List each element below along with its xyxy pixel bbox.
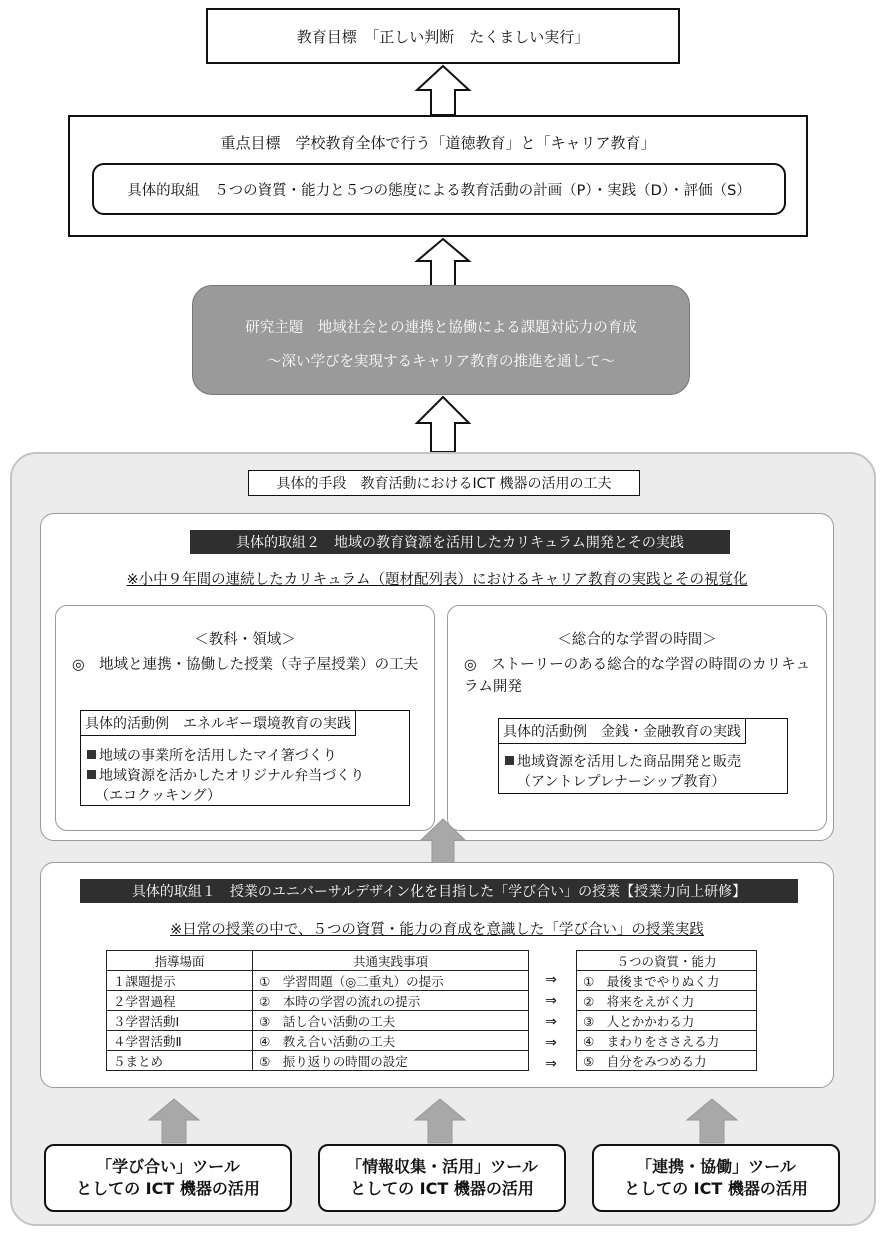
table-header-row	[577, 951, 757, 971]
list-item-text: 地域の事業所を活用したマイ箸づくり	[99, 748, 337, 764]
table-row	[577, 1031, 757, 1051]
concrete-means-text: 具体的手段 教育活動におけるICT 機器の活用の工夫	[276, 476, 612, 492]
tool-box-line1: 「情報収集・活用」ツール	[346, 1157, 538, 1176]
tool-box-collaboration	[592, 1144, 840, 1212]
scene-cell: ５まとめ	[107, 1051, 253, 1071]
table-header-scene: 指導場面	[107, 951, 253, 971]
right-arrow-icon: ⇒	[545, 1056, 557, 1072]
list-item-text: 地域資源を活かしたオリジナル弁当づくり	[99, 768, 365, 784]
tool-box-line2: としての ICT 機器の活用	[624, 1179, 808, 1198]
research-theme-box	[192, 285, 690, 395]
integrated-example-box	[498, 718, 788, 794]
list-item	[87, 745, 337, 765]
scene-cell: ２学習過程	[107, 991, 253, 1011]
subject-area-description: ◎ 地域と連携・協働した授業（寺子屋授業）の工夫	[72, 657, 419, 673]
integrated-study-heading: ＜総合的な学習の時間＞	[557, 632, 717, 648]
abilities-table	[576, 950, 757, 1071]
research-theme-subtitle: ～深い学びを実現するキャリア教育の推進を通して～	[267, 354, 615, 370]
right-arrow-icon: ⇒	[545, 993, 557, 1009]
up-arrow-gray-2	[148, 1098, 200, 1144]
practice-title	[80, 879, 798, 903]
scene-cell: ３学習活動Ⅰ	[107, 1011, 253, 1031]
list-item-sub: （エコクッキング）	[95, 788, 221, 804]
integrated-example-heading: 具体的活動例 金銭・金融教育の実践	[499, 719, 746, 744]
ability-cell: ④ まわりをささえる力	[577, 1031, 757, 1051]
common-cell: ④ 教え合い活動の工夫	[253, 1031, 529, 1051]
common-cell: ② 本時の学習の流れの提示	[253, 991, 529, 1011]
right-arrow-icon: ⇒	[545, 1014, 557, 1030]
common-cell: ① 学習問題（◎二重丸）の提示	[253, 971, 529, 991]
table-header-common: 共通実践事項	[253, 951, 529, 971]
integrated-study-panel	[447, 605, 827, 831]
table-header-row	[107, 951, 529, 971]
ability-cell: ⑤ 自分をみつめる力	[577, 1051, 757, 1071]
common-cell: ⑤ 振り返りの時間の設定	[253, 1051, 529, 1071]
table-row	[577, 971, 757, 991]
subject-example-box	[80, 710, 410, 806]
priority-goal-box	[68, 115, 808, 237]
priority-initiative-box	[92, 163, 786, 215]
table-row	[107, 1031, 529, 1051]
up-arrow-gray-4	[686, 1098, 738, 1144]
curriculum-title	[190, 530, 730, 554]
list-item-text: 地域資源を活用した商品開発と販売	[517, 754, 741, 770]
practice-title-text: 具体的取組１ 授業のユニバーサルデザイン化を目指した「学び合い」の授業【授業力向上研修】	[131, 884, 747, 900]
tool-box-line2: としての ICT 機器の活用	[350, 1179, 534, 1198]
table-header-ability: ５つの資質・能力	[577, 951, 757, 971]
up-arrow-1	[415, 64, 471, 116]
ability-cell: ① 最後までやりぬく力	[577, 971, 757, 991]
scene-cell: ４学習活動Ⅱ	[107, 1031, 253, 1051]
research-theme-title: 研究主題 地域社会との連携と協働による課題対応力の育成	[245, 320, 637, 336]
integrated-study-description: ◎ ストーリーのある総合的な学習の時間のカリキュラム開発	[464, 657, 811, 695]
square-bullet-icon	[87, 770, 96, 779]
list-item-sub: （アントレプレナーシップ教育）	[517, 774, 726, 790]
tool-box-learning-together	[44, 1144, 292, 1212]
up-arrow-gray-3	[414, 1098, 466, 1144]
up-arrow-3	[415, 395, 471, 453]
tool-box-line2: としての ICT 機器の活用	[76, 1179, 260, 1198]
subject-area-heading: ＜教科・領域＞	[194, 632, 296, 648]
subject-example-heading: 具体的活動例 エネルギー環境教育の実践	[81, 711, 356, 736]
priority-initiative-text: 具体的取組 ５つの資質・能力と５つの態度による教育活動の計画（P）・実践（D）・評価（S）	[127, 182, 751, 199]
subject-area-panel	[55, 605, 435, 831]
table-row	[577, 1051, 757, 1071]
table-row	[577, 991, 757, 1011]
square-bullet-icon	[505, 756, 514, 765]
tool-box-information-use	[318, 1144, 566, 1212]
education-goal-box	[206, 8, 680, 64]
table-row	[107, 1011, 529, 1031]
practice-table	[106, 950, 529, 1071]
ability-cell: ② 将来をえがく力	[577, 991, 757, 1011]
curriculum-note: ※小中９年間の連続したカリキュラム（題材配列表）におけるキャリア教育の実践とその視覚化	[126, 572, 748, 588]
practice-note: ※日常の授業の中で、５つの資質・能力の育成を意識した「学び合い」の授業実践	[170, 922, 704, 938]
concrete-means-box	[248, 470, 640, 496]
list-item	[87, 765, 364, 785]
right-arrow-icon: ⇒	[545, 972, 557, 988]
table-row	[107, 971, 529, 991]
common-cell: ③ 話し合い活動の工夫	[253, 1011, 529, 1031]
education-goal-text: 教育目標 「正しい判断 たくましい実行」	[296, 27, 590, 46]
up-arrow-2	[415, 237, 471, 287]
up-arrow-gray-1	[420, 818, 466, 864]
square-bullet-icon	[87, 750, 96, 759]
table-row	[577, 1011, 757, 1031]
scene-cell: １課題提示	[107, 971, 253, 991]
table-row	[107, 991, 529, 1011]
list-item	[505, 751, 741, 771]
tool-box-line1: 「学び合い」ツール	[96, 1157, 240, 1176]
table-row	[107, 1051, 529, 1071]
curriculum-title-text: 具体的取組２ 地域の教育資源を活用したカリキュラム開発とその実践	[236, 535, 684, 551]
ability-cell: ③ 人とかかわる力	[577, 1011, 757, 1031]
tool-box-line1: 「連携・協働」ツール	[636, 1157, 796, 1176]
priority-goal-title: 重点目標 学校教育全体で行う「道徳教育」と「キャリア教育」	[220, 134, 656, 152]
right-arrow-icon: ⇒	[545, 1035, 557, 1051]
